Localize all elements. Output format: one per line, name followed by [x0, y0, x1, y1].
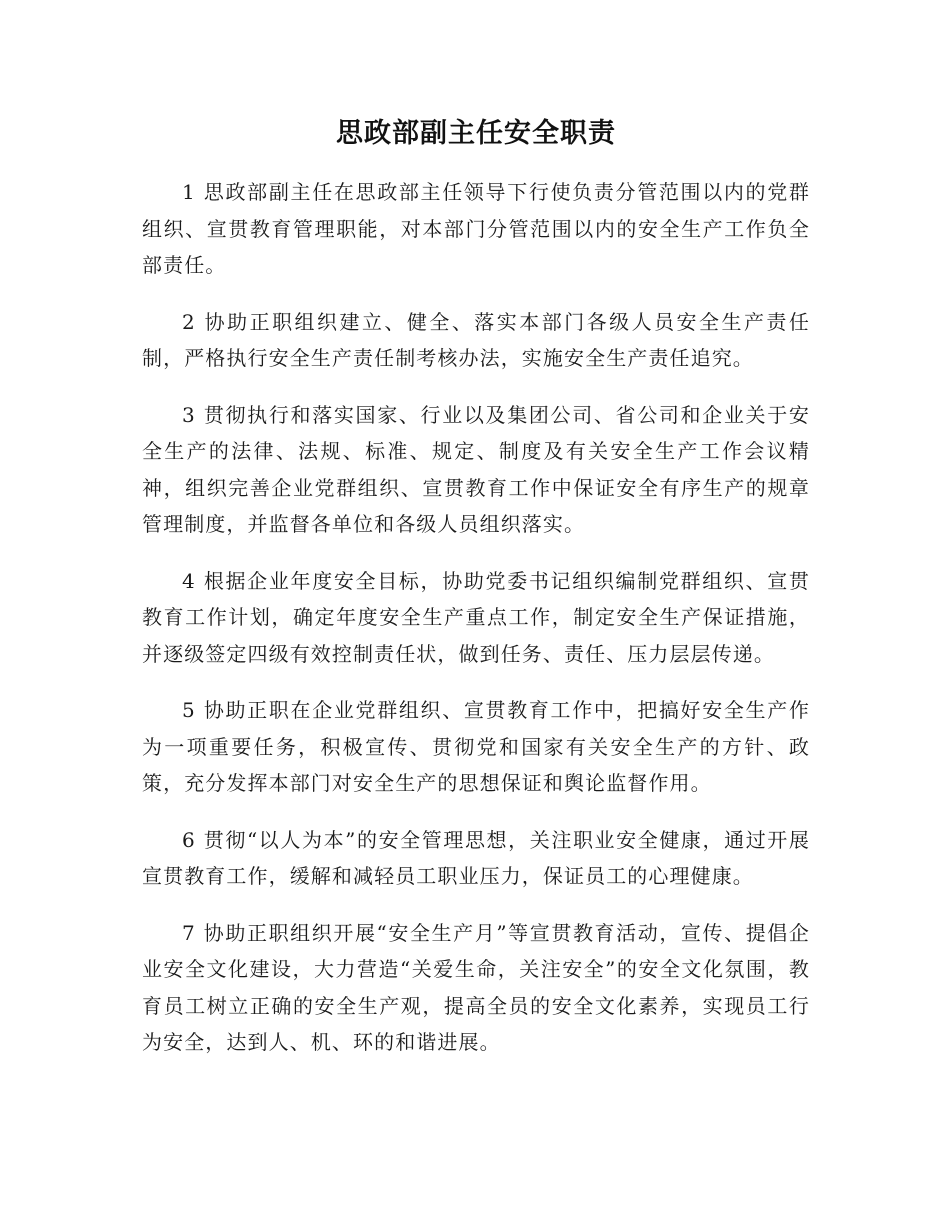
paragraph-1: 1 思政部副主任在思政部主任领导下行使负责分管范围以内的党群组织、宣贯教育管理职能，对本部门分管范围以内的安全生产工作负全部责任。: [142, 180, 810, 277]
paragraph-3: 3 贯彻执行和落实国家、行业以及集团公司、省公司和企业关于安全生产的法律、法规、标准、规定、制度及有关安全生产工作会议精神，组织完善企业党群组织、宣贯教育工作中保证安全有序生产的规章管理制度，并监督各单位和各级人员组织落实。: [142, 402, 810, 536]
document-title: 思政部副主任安全职责: [336, 118, 616, 149]
paragraph-7: 7 协助正职组织开展“安全生产月”等宣贯教育活动，宣传、提倡企业安全文化建设，大力营造“关爱生命，关注安全”的安全文化氛围，教育员工树立正确的安全生产观，提高全员的安全文化素养，实现员工行为安全，达到人、机、环的和谐进展。: [142, 920, 810, 1054]
paragraph-4: 4 根据企业年度安全目标，协助党委书记组织编制党群组织、宣贯教育工作计划，确定年度安全生产重点工作，制定安全生产保证措施，并逐级签定四级有效控制责任状，做到任务、责任、压力层层传递。: [142, 568, 810, 666]
paragraph-2: 2 协助正职组织建立、健全、落实本部门各级人员安全生产责任制，严格执行安全生产责任制考核办法，实施安全生产责任追究。: [142, 309, 810, 370]
paragraph-5: 5 协助正职在企业党群组织、宣贯教育工作中，把搞好安全生产作为一项重要任务，积极宣传、贯彻党和国家有关安全生产的方针、政策，充分发挥本部门对安全生产的思想保证和舆论监督作用。: [142, 698, 810, 795]
paragraph-6: 6 贯彻“以人为本”的安全管理思想，关注职业安全健康，通过开展宣贯教育工作，缓解和减轻员工职业压力，保证员工的心理健康。: [142, 827, 810, 888]
